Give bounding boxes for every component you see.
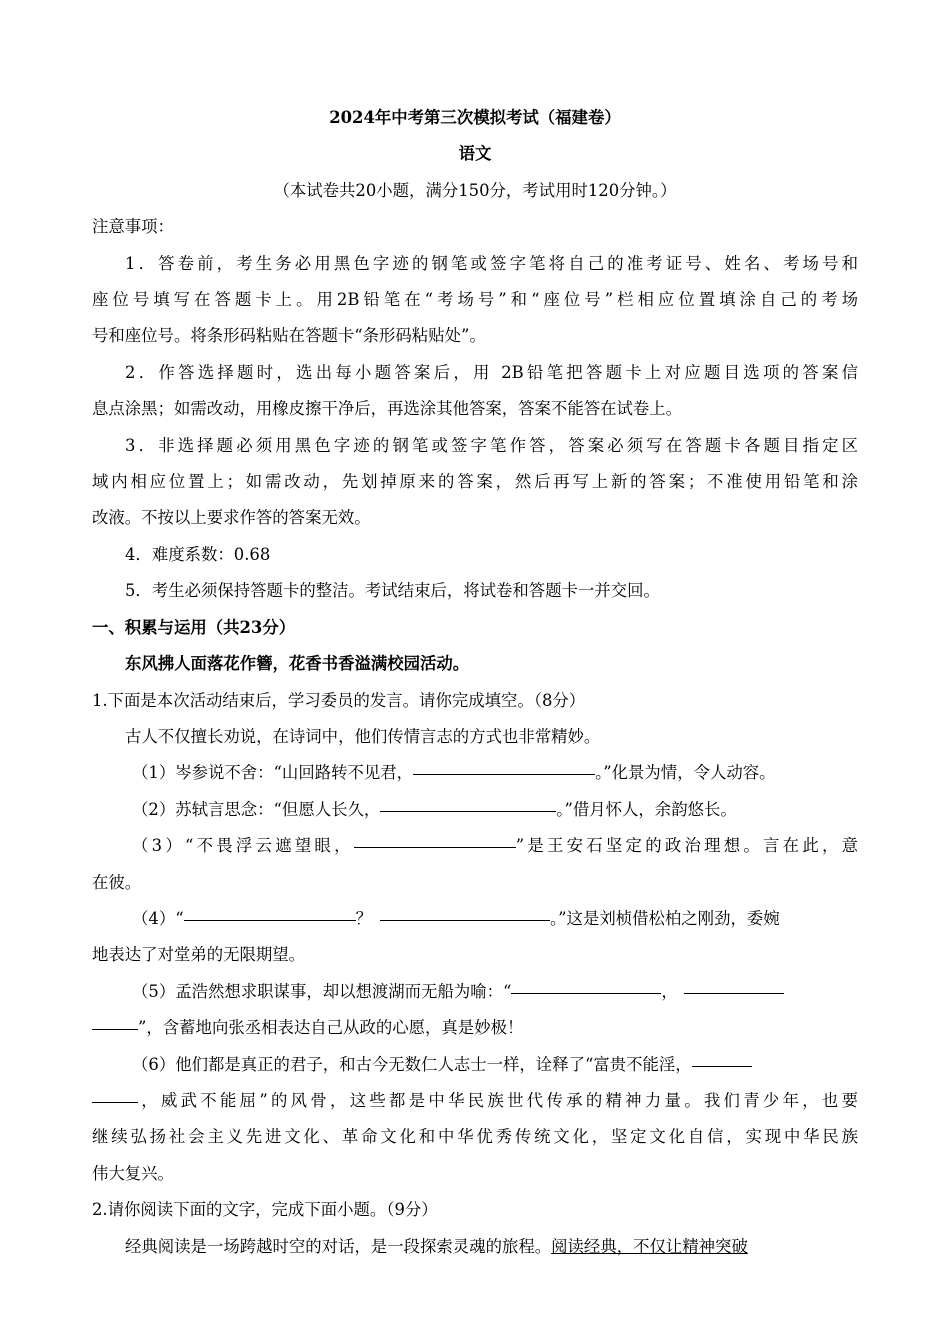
item-3-text-b: ”是王安石坚定的政治理想。言在此，意 — [515, 836, 858, 856]
item-4-blank-2[interactable] — [380, 919, 550, 921]
question-1-item-6-cont-2: 继续弘扬社会主义先进文化、革命文化和中华优秀传统文化，坚定文化自信，实现中华民族 — [92, 1127, 858, 1147]
question-1-item-6 — [92, 1047, 858, 1083]
item-4-blank-1[interactable] — [184, 919, 356, 921]
note-1-line-3: 号和座位号。将条形码粘贴在答题卡“条形码粘贴处”。 — [92, 326, 486, 346]
section-1-heading: 一、积累与运用（共23分） — [92, 617, 296, 637]
note-5: 5．考生必须保持答题卡的整洁。考试结束后，将试卷和答题卡一并交回。 — [125, 581, 660, 601]
question-1-item-4 — [92, 901, 858, 937]
note-4: 4．难度系数：0.68 — [125, 544, 271, 564]
item-6-blank-a[interactable] — [692, 1065, 752, 1067]
question-1-item-6-cont-3: 伟大复兴。 — [92, 1163, 174, 1183]
exam-page — [92, 100, 858, 1265]
item-5-blank-1[interactable] — [511, 992, 661, 994]
notes-heading: 注意事项： — [92, 217, 174, 237]
item-5-blank-2a[interactable] — [684, 992, 784, 994]
question-1-stem: 1.下面是本次活动结束后，学习委员的发言。请你完成填空。（8分） — [92, 690, 586, 710]
item-6-blank-b[interactable] — [92, 1101, 138, 1103]
note-3-line-2: 域内相应位置上；如需改动，先划掉原来的答案，然后再写上新的答案；不准使用铅笔和涂 — [92, 472, 858, 492]
note-1-line-1: 1．答卷前，考生务必用黑色字迹的钢笔或签字笔将自己的准考证号、姓名、考场号和 — [125, 253, 858, 273]
item-1-text-a: （1）岑参说不舍：“山回路转不见君， — [132, 763, 414, 783]
question-1-item-5-cont — [92, 1010, 858, 1046]
subject-title: 语文 — [458, 144, 492, 164]
item-2-blank[interactable] — [380, 810, 556, 812]
item-4-text-a: （4）“ — [132, 908, 184, 928]
passage-underlined-text: 阅读经典，不仅让精神突破 — [551, 1236, 748, 1256]
note-3-line-1: 3．非选择题必须用黑色字迹的钢笔或签字笔作答，答案必须写在答题卡各题目指定区 — [125, 435, 858, 455]
question-1-item-2 — [92, 792, 858, 828]
item-3-text-a: （3）“不畏浮云遮望眼， — [132, 836, 354, 856]
item-5-blank-2b[interactable] — [92, 1028, 138, 1030]
question-1-intro: 古人不仅擅长劝说，在诗词中，他们传情言志的方式也非常精妙。 — [125, 726, 601, 746]
item-6-text-b: ，威武不能屈”的风骨，这些都是中华民族世代传承的精神力量。我们青少年，也要 — [138, 1090, 858, 1110]
note-1-line-2: 座位号填写在答题卡上。用2B铅笔在“考场号”和“座位号”栏相应位置填涂自己的考场 — [92, 290, 858, 310]
question-1-item-3 — [92, 828, 858, 864]
item-4-text-c: 。”这是刘桢借松柏之刚劲，委婉 — [549, 908, 780, 928]
item-1-text-b: 。”化景为情，令人动容。 — [595, 763, 776, 783]
question-1-item-3-cont: 在彼。 — [92, 872, 142, 892]
item-4-text-b: ？ — [355, 908, 372, 928]
item-3-blank[interactable] — [354, 846, 516, 848]
item-6-text-a: （6）他们都是真正的君子，和古今无数仁人志士一样，诠释了“富贵不能淫， — [132, 1054, 692, 1074]
question-1-item-1 — [92, 755, 858, 791]
note-3-line-3: 改液。不按以上要求作答的答案无效。 — [92, 508, 371, 528]
note-2-line-1: 2．作答选择题时，选出每小题答案后，用 2B铅笔把答题卡上对应题目选项的答案信 — [125, 362, 858, 382]
item-5-text-b: ， — [661, 981, 678, 1001]
section-1-theme: 东风拂人面落花作簪，花香书香溢满校园活动。 — [125, 654, 470, 674]
question-2-passage-line-1 — [92, 1229, 858, 1265]
question-2-stem: 2.请你阅读下面的文字，完成下面小题。（9分） — [92, 1200, 438, 1220]
question-1-item-6-cont-1 — [92, 1083, 858, 1119]
question-1-item-4-cont: 地表达了对堂弟的无限期望。 — [92, 945, 306, 965]
item-2-text-a: （2）苏轼言思念：“但愿人长久， — [132, 799, 381, 819]
item-2-text-b: 。”借月怀人，余韵悠长。 — [556, 799, 737, 819]
note-2-line-2: 息点涂黑；如需改动，用橡皮擦干净后，再选涂其他答案，答案不能答在试卷上。 — [92, 399, 683, 419]
question-1-item-5 — [92, 974, 858, 1010]
item-5-text-c: ”，含蓄地向张丞相表达自己从政的心愿，真是妙极！ — [138, 1018, 524, 1038]
passage-text: 经典阅读是一场跨越时空的对话，是一段探索灵魂的旅程。 — [125, 1236, 552, 1256]
item-5-text-a: （5）孟浩然想求职谋事，却以想渡湖而无船为喻：“ — [132, 981, 512, 1001]
item-1-blank[interactable] — [413, 773, 595, 775]
exam-title: 2024年中考第三次模拟考试（福建卷） — [329, 108, 621, 127]
exam-info: （本试卷共20小题，满分150分，考试用时120分钟。） — [273, 180, 677, 200]
